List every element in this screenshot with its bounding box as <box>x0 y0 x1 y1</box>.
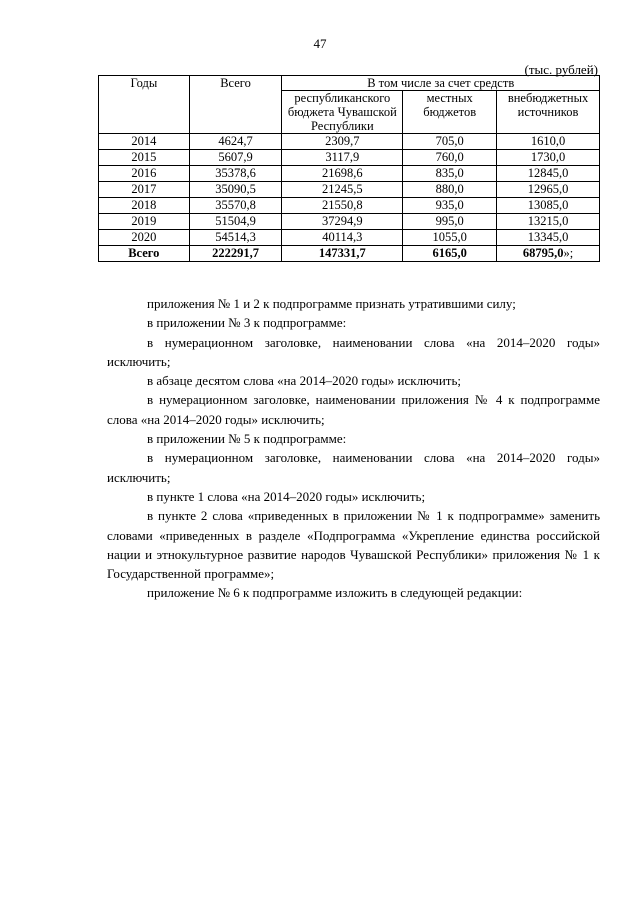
paragraph: в пункте 2 слова «приведенных в приложении № 1 к подпрограмме» заменить словами «приведенных в разделе «Подпрограмма «Укрепление единства российской нации и этнокультурное развитие народов Чувашской Республики» приложения № 1 к Государственной программе»; <box>107 508 600 582</box>
table-total-row <box>99 246 600 262</box>
amendment-text <box>107 294 600 603</box>
cell-year: 2017 <box>99 182 190 198</box>
total-extra-value: 68795,0 <box>522 246 564 260</box>
cell-extra: 13215,0 <box>497 214 600 230</box>
cell-republican: 21245,5 <box>282 182 403 198</box>
financing-table <box>98 75 600 262</box>
header-years: Годы <box>99 76 190 134</box>
table-row <box>99 182 600 198</box>
cell-total: 222291,7 <box>189 246 282 262</box>
cell-year: 2016 <box>99 166 190 182</box>
header-local: местных бюджетов <box>403 91 497 134</box>
cell-republican: 21550,8 <box>282 198 403 214</box>
cell-local: 705,0 <box>403 134 497 150</box>
table-row <box>99 230 600 246</box>
table-row <box>99 198 600 214</box>
header-group: В том числе за счет средств <box>282 76 600 91</box>
cell-year: 2015 <box>99 150 190 166</box>
header-republican: республиканского бюджета Чувашской Республики <box>282 91 403 134</box>
cell-extra: 13345,0 <box>497 230 600 246</box>
cell-local: 880,0 <box>403 182 497 198</box>
cell-local: 995,0 <box>403 214 497 230</box>
cell-republican: 40114,3 <box>282 230 403 246</box>
paragraph: в нумерационном заголовке, наименовании приложения № 4 к подпрограмме слова «на 2014–2020 годы» исключить; <box>107 392 600 427</box>
cell-year: 2020 <box>99 230 190 246</box>
cell-total: 35570,8 <box>189 198 282 214</box>
cell-extra: 12965,0 <box>497 182 600 198</box>
cell-total: 35090,5 <box>189 182 282 198</box>
cell-local: 1055,0 <box>403 230 497 246</box>
cell-year: 2019 <box>99 214 190 230</box>
table-row <box>99 214 600 230</box>
paragraph: приложение № 6 к подпрограмме изложить в следующей редакции: <box>147 585 523 601</box>
closing-quote: »; <box>563 246 574 260</box>
header-extrabudgetary: внебюджетных источников <box>497 91 600 134</box>
cell-total: 5607,9 <box>189 150 282 166</box>
table-row <box>99 150 600 166</box>
page-number: 47 <box>313 36 327 51</box>
paragraph: в приложении № 5 к подпрограмме: <box>147 431 347 447</box>
cell-republican: 3117,9 <box>282 150 403 166</box>
cell-extra <box>497 246 600 262</box>
cell-local: 760,0 <box>403 150 497 166</box>
paragraph: в пункте 1 слова «на 2014–2020 годы» исключить; <box>147 488 426 504</box>
paragraph: приложения № 1 и 2 к подпрограмме признать утратившими силу; <box>147 296 516 311</box>
cell-extra: 12845,0 <box>497 166 600 182</box>
cell-year: 2018 <box>99 198 190 214</box>
cell-local: 6165,0 <box>403 246 497 262</box>
cell-total: 54514,3 <box>189 230 282 246</box>
header-total: Всего <box>189 76 282 134</box>
cell-extra: 1610,0 <box>497 134 600 150</box>
cell-total: 51504,9 <box>189 214 282 230</box>
cell-local: 935,0 <box>403 198 497 214</box>
paragraph: в абзаце десятом слова «на 2014–2020 годы» исключить; <box>147 373 462 389</box>
cell-total: 35378,6 <box>189 166 282 182</box>
paragraph: в приложении № 3 к подпрограмме: <box>147 315 347 331</box>
cell-republican: 147331,7 <box>282 246 403 262</box>
unit-note: (тыс. рублей) <box>524 62 598 77</box>
cell-extra: 13085,0 <box>497 198 600 214</box>
cell-year: 2014 <box>99 134 190 150</box>
table-row <box>99 166 600 182</box>
cell-total: 4624,7 <box>189 134 282 150</box>
cell-republican: 21698,6 <box>282 166 403 182</box>
cell-total-label: Всего <box>99 246 190 262</box>
paragraph: в нумерационном заголовке, наименовании слова «на 2014–2020 годы» исключить; <box>107 334 600 369</box>
cell-extra: 1730,0 <box>497 150 600 166</box>
paragraph: в нумерационном заголовке, наименовании слова «на 2014–2020 годы» исключить; <box>107 450 600 485</box>
cell-republican: 37294,9 <box>282 214 403 230</box>
table-row <box>99 134 600 150</box>
cell-local: 835,0 <box>403 166 497 182</box>
cell-republican: 2309,7 <box>282 134 403 150</box>
